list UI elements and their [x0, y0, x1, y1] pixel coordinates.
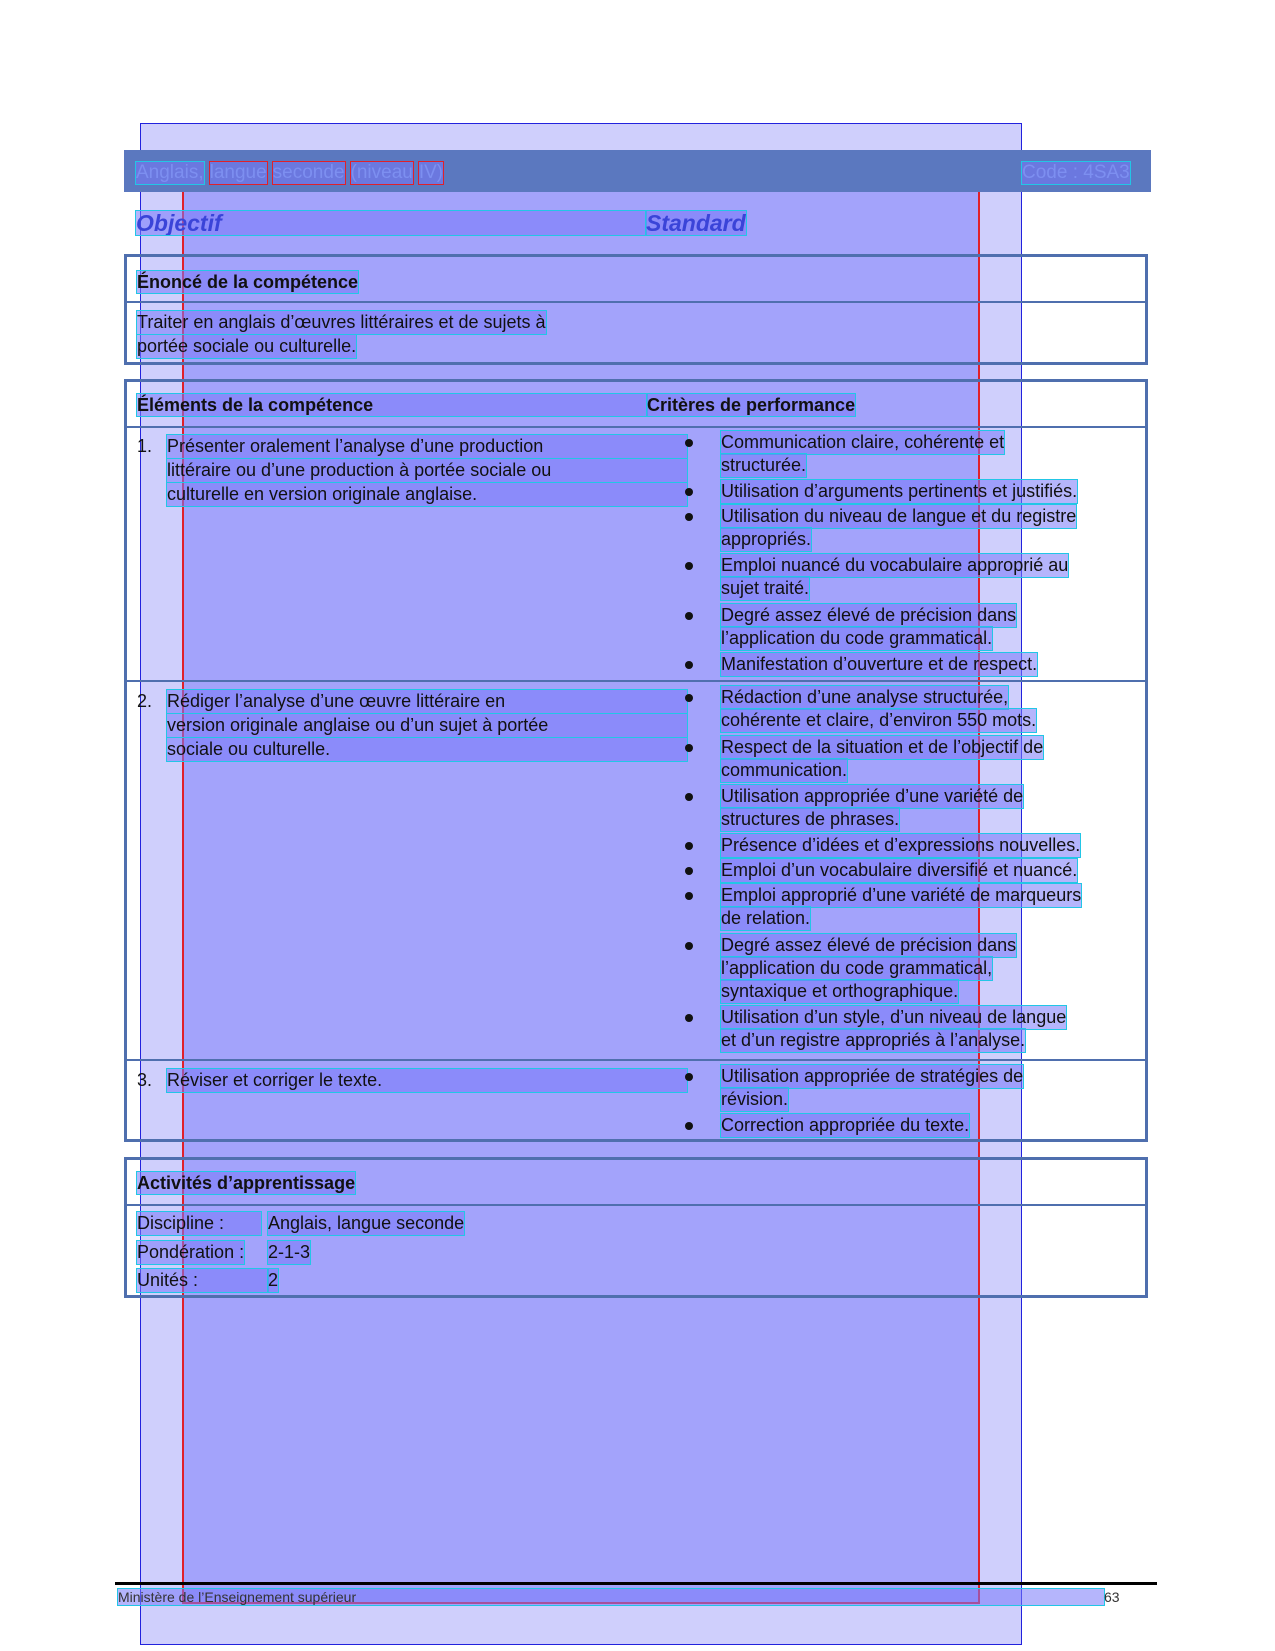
objectif-heading: Objectif — [136, 211, 646, 235]
element-line: Réviser et corriger le texte. — [167, 1069, 687, 1092]
discipline-value: Anglais, langue seconde — [268, 1213, 465, 1233]
criterion-line: communication. — [721, 760, 848, 780]
element-line: culturelle en version originale anglaise. — [167, 483, 687, 506]
unites-label: Unités : — [137, 1269, 268, 1292]
course-title — [136, 162, 443, 184]
bullet-icon — [685, 1122, 693, 1130]
bullet-icon — [685, 793, 693, 801]
enonce-line: Traiter en anglais d’œuvres littéraires et de sujets à — [137, 312, 546, 332]
elements-column-title: Éléments de la compétence — [137, 394, 647, 416]
bullet-icon — [685, 942, 693, 950]
criterion-line: structurée. — [721, 455, 807, 475]
criterion-line: révision. — [721, 1089, 789, 1109]
bullet-icon — [685, 562, 693, 570]
criterion-line: Utilisation appropriée de stratégies de — [721, 1066, 1024, 1086]
criterion-line: de relation. — [721, 908, 811, 928]
criterion-line: Rédaction d’une analyse structurée, — [721, 687, 1009, 707]
ponderation-label: Pondération : — [137, 1242, 245, 1262]
element-number: 2. — [137, 691, 153, 711]
bullet-icon — [685, 612, 693, 620]
standard-heading: Standard — [646, 210, 746, 236]
criterion-line: Degré assez élevé de précision dans — [721, 935, 1017, 955]
page-number: 63 — [1104, 1589, 1120, 1605]
title-word: seconde — [272, 162, 345, 183]
criterion-line: Emploi approprié d’une variété de marqueurs — [721, 885, 1082, 905]
enonce-box — [124, 254, 1148, 365]
criterion-line: sujet traité. — [721, 578, 810, 598]
criterion-line: structures de phrases. — [721, 809, 900, 829]
footer-rule — [115, 1582, 1157, 1585]
title-word: (niveau — [350, 162, 413, 183]
element-line: littéraire ou d’une production à portée sociale ou — [167, 459, 687, 482]
criteria-column-title: Critères de performance — [647, 395, 856, 415]
element-number: 1. — [137, 436, 153, 456]
criterion-line: Présence d’idées et d’expressions nouvelles. — [721, 835, 1081, 855]
criterion-line: appropriés. — [721, 529, 812, 549]
course-code: Code : 4SA3 — [1022, 162, 1130, 183]
criterion-line: Utilisation appropriée d’une variété de — [721, 786, 1024, 806]
criterion-line: l’application du code grammatical. — [721, 628, 993, 648]
bullet-icon — [685, 694, 693, 702]
element-line: version originale anglaise ou d’un sujet à portée — [167, 714, 687, 737]
activites-box — [124, 1157, 1148, 1298]
bullet-icon — [685, 867, 693, 875]
criterion-line: Communication claire, cohérente et — [721, 432, 1005, 452]
bullet-icon — [685, 661, 693, 669]
element-number: 3. — [137, 1070, 153, 1090]
criterion-line: Utilisation du niveau de langue et du registre — [721, 506, 1077, 526]
criterion-line: Correction appropriée du texte. — [721, 1115, 970, 1135]
criterion-line: Utilisation d’arguments pertinents et justifiés. — [721, 481, 1078, 501]
ponderation-value: 2-1-3 — [268, 1242, 311, 1262]
criterion-line: Respect de la situation et de l’objectif de — [721, 737, 1044, 757]
criterion-line: l’application du code grammatical, — [721, 958, 993, 978]
discipline-label: Discipline : — [137, 1212, 261, 1235]
bullet-icon — [685, 1014, 693, 1022]
criterion-line: Degré assez élevé de précision dans — [721, 605, 1017, 625]
enonce-line: portée sociale ou culturelle. — [137, 336, 357, 356]
element-line: sociale ou culturelle. — [167, 738, 687, 761]
activites-title: Activités d’apprentissage — [137, 1173, 356, 1193]
bullet-icon — [685, 744, 693, 752]
title-word: Anglais, — [136, 162, 204, 183]
footer-ministry: Ministère de l’Enseignement supérieur — [118, 1589, 1104, 1605]
bullet-icon — [685, 1073, 693, 1081]
bullet-icon — [685, 488, 693, 496]
row-divider — [127, 680, 1145, 682]
elements-box — [124, 379, 1148, 1142]
element-line: Présenter oralement l’analyse d’une production — [167, 435, 687, 458]
element-line: Rédiger l’analyse d’une œuvre littéraire en — [167, 690, 687, 713]
criterion-line: syntaxique et orthographique. — [721, 981, 959, 1001]
criterion-line: Emploi d’un vocabulaire diversifié et nuancé. — [721, 860, 1078, 880]
bullet-icon — [685, 439, 693, 447]
bullet-icon — [685, 513, 693, 521]
enonce-title: Énoncé de la compétence — [137, 272, 359, 292]
criterion-line: cohérente et claire, d’environ 550 mots. — [721, 710, 1037, 730]
criterion-line: Manifestation d’ouverture et de respect. — [721, 654, 1038, 674]
criterion-line: Emploi nuancé du vocabulaire approprié au — [721, 555, 1069, 575]
bullet-icon — [685, 892, 693, 900]
title-word: langue — [209, 162, 267, 183]
criterion-line: Utilisation d’un style, d’un niveau de langue — [721, 1007, 1067, 1027]
unites-value: 2 — [268, 1270, 279, 1290]
row-divider — [127, 1059, 1145, 1061]
criterion-line: et d’un registre appropriés à l’analyse. — [721, 1030, 1026, 1050]
title-word: IV) — [418, 162, 444, 183]
bullet-icon — [685, 842, 693, 850]
